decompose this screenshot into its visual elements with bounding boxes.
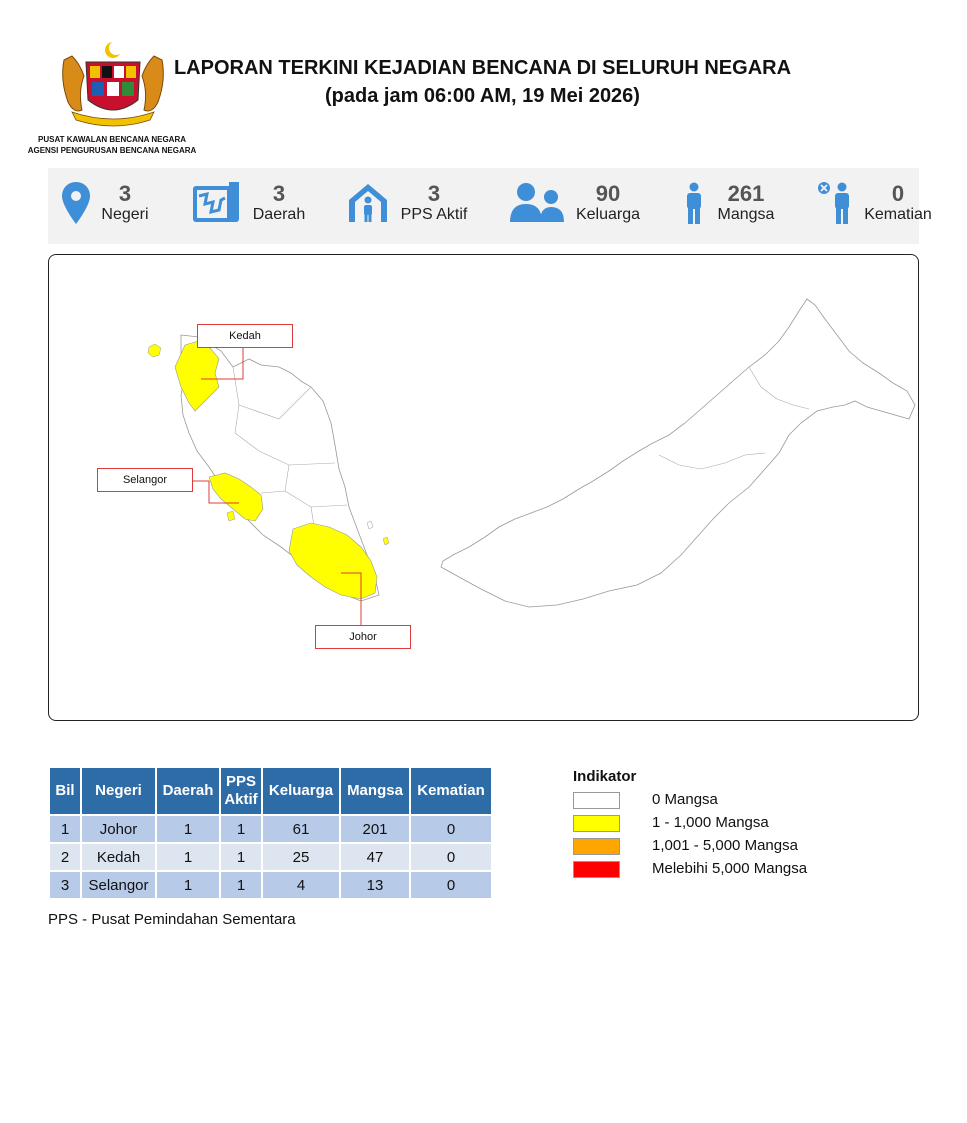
legend-title: Indikator [573,768,637,785]
cell-daerah: 1 [157,816,219,842]
disaster-table [48,766,493,900]
legend-swatch [573,838,620,855]
cell-kematian: 0 [411,816,491,842]
report-subtitle: (pada jam 06:00 AM, 19 Mei 2026) [325,85,640,107]
legend-item [573,814,769,837]
cell-daerah: 1 [157,872,219,898]
cell-kematian: 0 [411,872,491,898]
col-pps: PPS Aktif [221,768,261,814]
legend-item [573,860,808,883]
family-icon [510,182,564,229]
col-negeri: Negeri [82,768,155,814]
stat-pps-label: PPS Aktif [400,206,468,223]
legend-swatch [573,861,620,878]
cell-kematian: 0 [411,844,491,870]
stat-kematian-label: Kematian [864,206,932,223]
cell-bil: 1 [50,816,80,842]
report-title-block [130,54,835,110]
death-icon [816,182,854,229]
cell-keluarga: 61 [263,816,339,842]
cell-negeri: Kedah [82,844,155,870]
legend-label: 1 - 1,000 Mangsa [652,814,769,831]
cell-bil: 2 [50,844,80,870]
stat-mangsa-value: 261 [727,181,765,206]
agency-name [20,134,204,156]
pps-footnote: PPS - Pusat Pemindahan Sementara [48,911,296,928]
stat-pps-value: 3 [427,181,441,206]
legend-swatch [573,792,620,809]
agency-line-2: AGENSI PENGURUSAN BENCANA NEGARA [27,146,197,155]
stat-mangsa-label: Mangsa [717,206,775,223]
map-label-johor: Johor [315,625,411,649]
map-label-selangor: Selangor [97,468,193,492]
legend-label: 1,001 - 5,000 Mangsa [652,837,798,854]
stat-keluarga-label: Keluarga [575,206,641,223]
legend-swatch [573,815,620,832]
cell-pps: 1 [221,816,261,842]
agency-line-1: PUSAT KAWALAN BENCANA NEGARA [38,135,186,144]
borneo-outline [441,299,915,607]
legend-label: 0 Mangsa [652,791,718,808]
stat-negeri-label: Negeri [101,206,149,223]
cell-mangsa: 201 [341,816,409,842]
report-title: LAPORAN TERKINI KEJADIAN BENCANA DI SELURUH NEGARA [173,57,792,79]
legend-label: Melebihi 5,000 Mangsa [652,860,808,877]
stat-daerah-label: Daerah [252,206,306,223]
johor-region [289,523,377,599]
cell-daerah: 1 [157,844,219,870]
summary-stats [48,168,932,244]
legend-item [573,837,798,860]
col-mangsa: Mangsa [341,768,409,814]
stat-negeri-value: 3 [118,181,132,206]
table-header-row [50,768,491,814]
legend-item [573,791,718,814]
stat-kematian-value: 0 [891,181,905,206]
table-row [50,816,491,842]
malaysia-map [48,254,919,721]
shelter-icon [347,182,389,229]
cell-negeri: Selangor [82,872,155,898]
cell-keluarga: 25 [263,844,339,870]
table-row [50,844,491,870]
col-keluarga: Keluarga [263,768,339,814]
cell-mangsa: 13 [341,872,409,898]
cell-keluarga: 4 [263,872,339,898]
cell-pps: 1 [221,844,261,870]
legend [573,768,808,883]
cell-negeri: Johor [82,816,155,842]
col-bil: Bil [50,768,80,814]
cell-pps: 1 [221,872,261,898]
col-kematian: Kematian [411,768,491,814]
table-row [50,872,491,898]
col-daerah: Daerah [157,768,219,814]
stat-keluarga-value: 90 [595,181,621,206]
cell-bil: 3 [50,872,80,898]
stat-daerah-value: 3 [272,181,286,206]
map-label-kedah: Kedah [197,324,293,348]
cell-mangsa: 47 [341,844,409,870]
